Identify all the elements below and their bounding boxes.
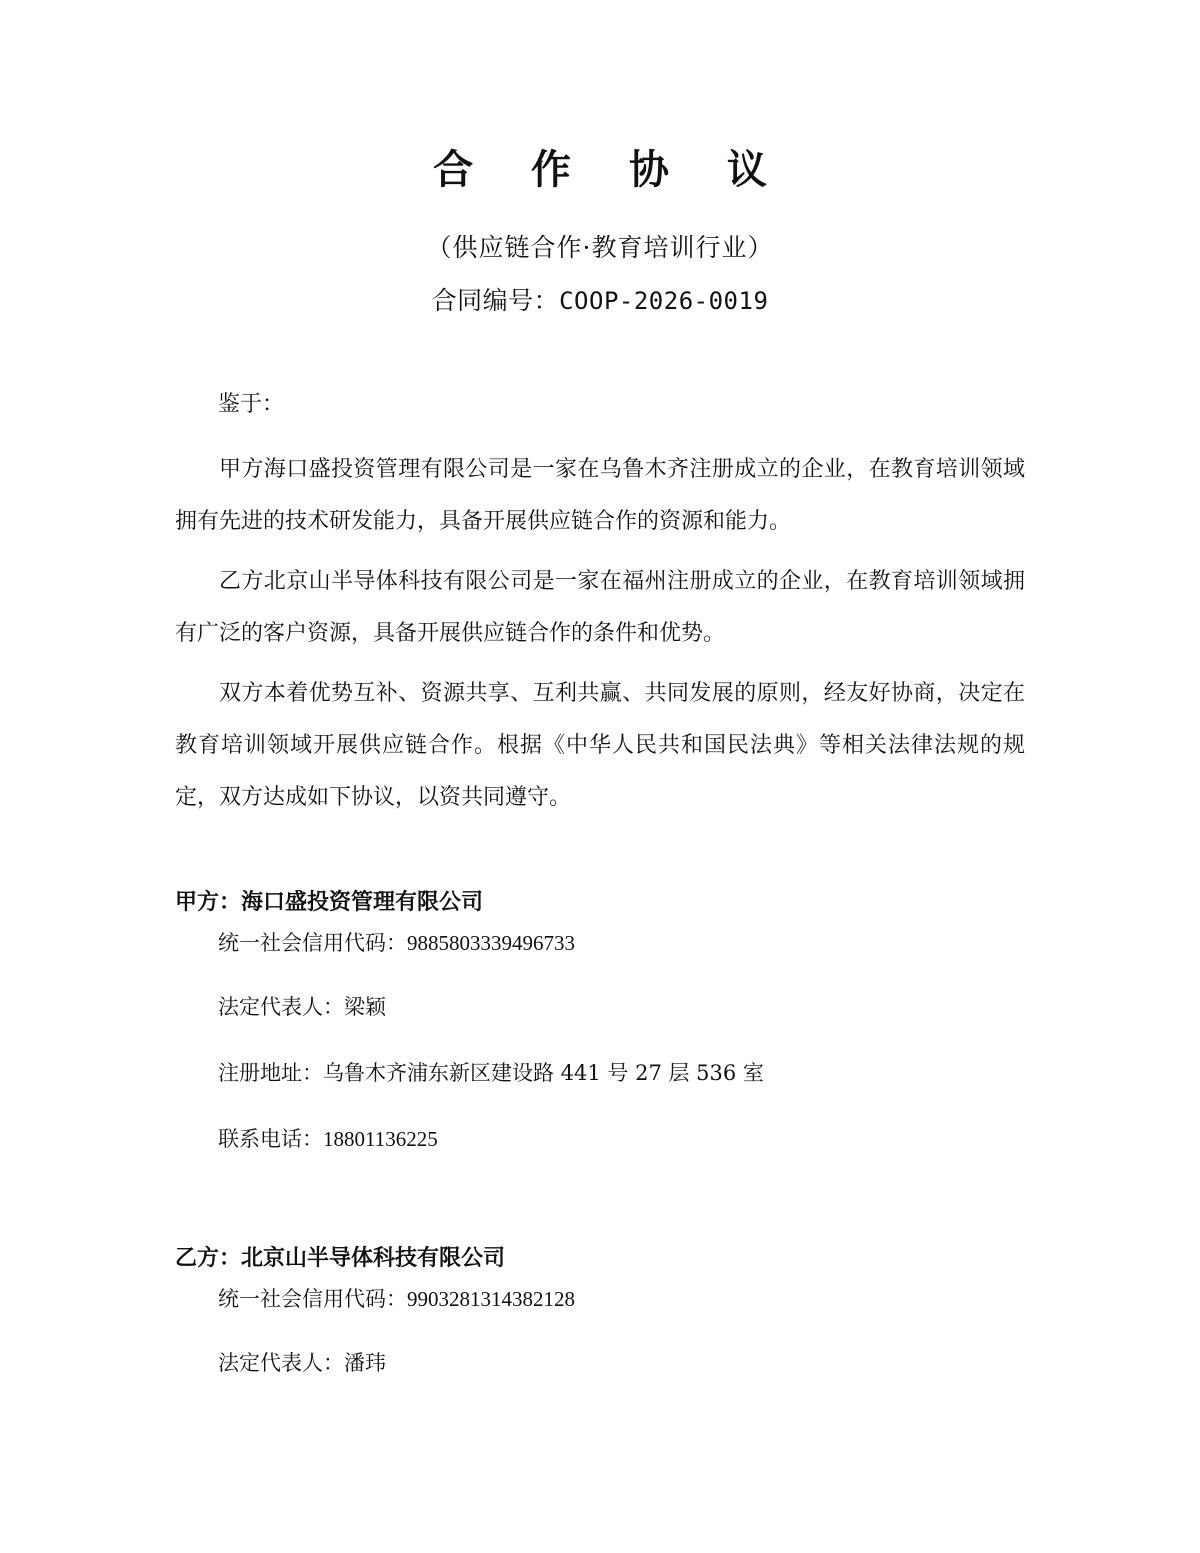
party-a-heading: 甲方：海口盛投资管理有限公司: [175, 890, 484, 915]
party-a-address-label: 注册地址：: [218, 1061, 323, 1085]
party-b-legal-rep-value: 潘玮: [344, 1351, 386, 1375]
party-a-address-value: 乌鲁木齐浦东新区建设路 441 号 27 层 536 室: [323, 1061, 764, 1085]
party-a-credit-code-label: 统一社会信用代码：: [218, 931, 407, 955]
party-b-heading: 乙方：北京山半导体科技有限公司: [175, 1246, 506, 1271]
party-b-credit-code-value: 9903281314382128: [407, 1287, 575, 1311]
party-a-phone-label: 联系电话：: [218, 1127, 323, 1151]
recital-paragraph-party-b: 乙方北京山半导体科技有限公司是一家在福州注册成立的企业，在教育培训领域拥有广泛的客户资源，具备开展供应链合作的条件和优势。: [175, 569, 1025, 646]
party-a-legal-rep-value: 梁颖: [344, 995, 386, 1019]
party-a-address: [218, 1056, 764, 1090]
party-a-phone: [218, 1122, 438, 1156]
document-title: 合 作 协 议: [433, 147, 789, 193]
party-a-legal-rep: [218, 990, 386, 1024]
party-a-legal-rep-label: 法定代表人：: [218, 995, 344, 1019]
recital-paragraph-party-a: 甲方海口盛投资管理有限公司是一家在乌鲁木齐注册成立的企业，在教育培训领域拥有先进的技术研发能力，具备开展供应链合作的资源和能力。: [175, 457, 1025, 534]
party-a-phone-value: 18801136225: [323, 1127, 438, 1151]
party-a-credit-code: [218, 926, 575, 960]
party-b-legal-rep: [218, 1346, 386, 1380]
document-subtitle: （供应链合作·教育培训行业）: [426, 233, 774, 262]
party-b-credit-code-label: 统一社会信用代码：: [218, 1287, 407, 1311]
contract-number-value: COOP-2026-0019: [559, 287, 769, 315]
contract-number: [0, 281, 1200, 321]
party-b-credit-code: [218, 1282, 575, 1316]
whereas-heading: 鉴于：: [218, 392, 285, 417]
party-a-credit-code-value: 9885803339496733: [407, 931, 575, 955]
party-b-legal-rep-label: 法定代表人：: [218, 1351, 344, 1375]
recital-paragraph-agreement: 双方本着优势互补、资源共享、互利共赢、共同发展的原则，经友好协商，决定在教育培训领域开展供应链合作。根据《中华人民共和国民法典》等相关法律法规的规定，双方达成如下协议，以资共同遵守。: [175, 681, 1025, 810]
contract-number-label: 合同编号：: [431, 286, 560, 315]
